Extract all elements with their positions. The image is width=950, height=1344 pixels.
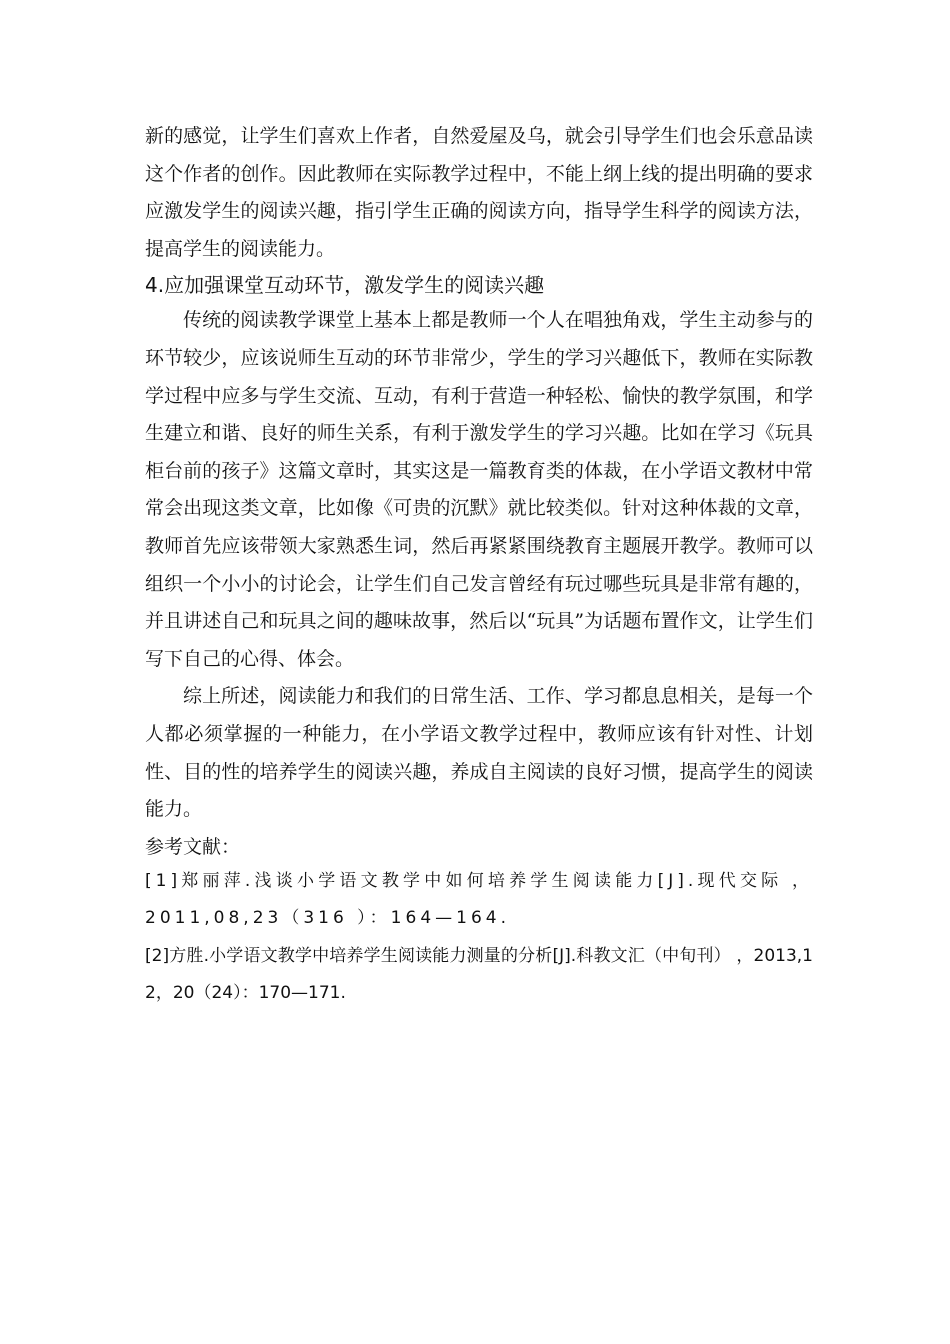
section-heading-4: 4.应加强课堂互动环节，激发学生的阅读兴趣	[145, 273, 545, 298]
paragraph-classroom-interaction: 传统的阅读教学课堂上基本上都是教师一个人在唱独角戏，学生主动参与的环节较少，应该说师生互动的环节非常少，学生的学习兴趣低下，教师在实际教学过程中应多与学生交流、互动，有利于营造一种轻松、愉快的教学氛围，和学生建立和谐、良好的师生关系，有利于激发学生的学习兴趣。比如在学习《玩具柜台前的孩子》这篇文章时，其实这是一篇教育类的体裁，在小学语文教材中常常会出现这类文章，比如像《可贵的沉默》就比较类似。针对这种体裁的文章，教师首先应该带领大家熟悉生词，然后再紧紧围绕教育主题展开教学。教师可以组织一个小小的讨论会，让学生们自己发言曾经有玩过哪些玩具是非常有趣的，并且讲述自己和玩具之间的趣味故事，然后以“玩具”为话题布置作文，让学生们写下自己的心得、体会。	[145, 309, 813, 670]
references-title: 参考文献：	[145, 835, 241, 858]
document-body	[145, 118, 813, 1013]
reference-item-1: [1]郑丽萍.浅谈小学语文教学中如何培养学生阅读能力[J].现代交际 ，2011,08,23（316 ）：164—164.	[145, 870, 813, 929]
paragraph-summary: 综上所述，阅读能力和我们的日常生活、工作、学习都息息相关，是每一个人都必须掌握的一种能力，在小学语文教学过程中，教师应该有针对性、计划性、目的性的培养学生的阅读兴趣，养成自主阅读的良好习惯，提高学生的阅读能力。	[145, 685, 813, 821]
reference-item-2: [2]方胜.小学语文教学中培养学生阅读能力测量的分析[J].科教文汇（中旬刊） ，2013,12，20（24）：170—171.	[145, 945, 813, 1004]
paragraph-continuation: 新的感觉，让学生们喜欢上作者，自然爱屋及乌，就会引导学生们也会乐意品读这个作者的创作。因此教师在实际教学过程中，不能上纲上线的提出明确的要求应激发学生的阅读兴趣，指引学生正确的阅读方向，指导学生科学的阅读方法，提高学生的阅读能力。	[145, 125, 813, 260]
